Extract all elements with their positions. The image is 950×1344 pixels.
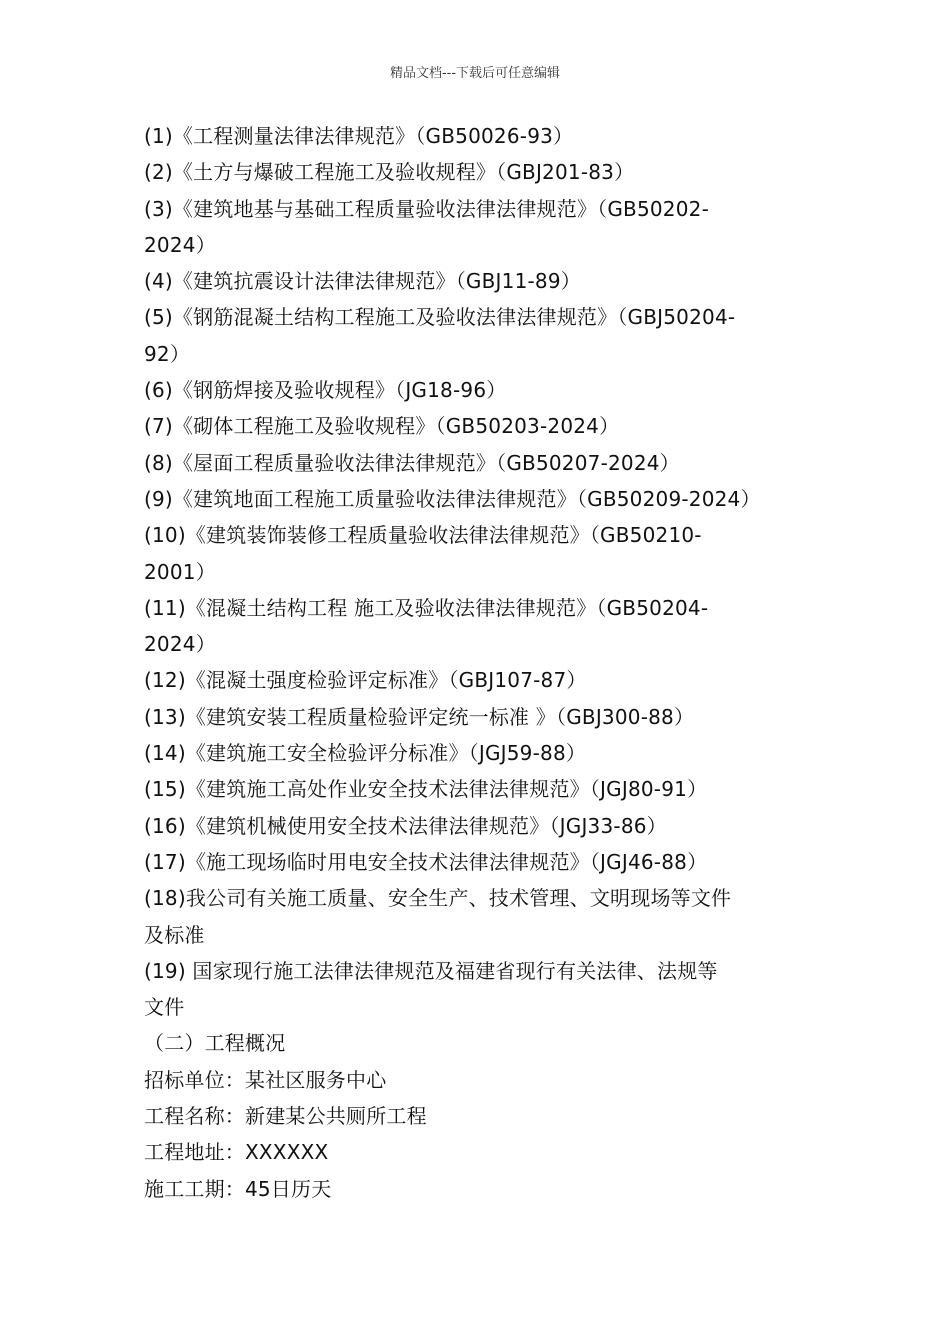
text-line: 工程名称：新建某公共厕所工程 [144, 1104, 427, 1129]
text-line: (4)《建筑抗震设计法律法律规范》（GBJ11-89） [144, 269, 581, 294]
text-line: (7)《砌体工程施工及验收规程》（GB50203-2024） [144, 414, 620, 439]
text-line: (13)《建筑安装工程质量检验评定统一标准 》（GBJ300-88） [144, 704, 695, 729]
document-body [144, 118, 804, 1207]
text-line: 2024） [144, 232, 216, 257]
text-line: (17)《施工现场临时用电安全技术法律法律规范》（JGJ46-88） [144, 849, 708, 874]
text-line: 2024） [144, 632, 216, 657]
text-line: 工程地址：XXXXXX [144, 1140, 329, 1165]
section-heading: （二）工程概况 [144, 1031, 286, 1056]
text-line: 92） [144, 341, 191, 366]
text-line: (14)《建筑施工安全检验评分标准》（JGJ59-88） [144, 741, 587, 766]
text-line: 招标单位：某社区服务中心 [144, 1067, 387, 1092]
text-line: (5)《钢筋混凝土结构工程施工及验收法律法律规范》（GBJ50204- [144, 305, 736, 330]
text-line: 文件 [144, 995, 185, 1020]
text-line: 2001） [144, 559, 216, 584]
text-line: (8)《屋面工程质量验收法律法律规范》（GB50207-2024） [144, 450, 680, 475]
text-line: (1)《工程测量法律法律规范》（GB50026-93） [144, 124, 574, 148]
page-header: 精品文档---下载后可任意编辑 [389, 66, 561, 81]
text-line: (10)《建筑装饰装修工程质量验收法律法律规范》（GB50210- [144, 523, 702, 548]
text-line: (2)《土方与爆破工程施工及验收规程》（GBJ201-83） [144, 160, 635, 185]
text-line: (18)我公司有关施工质量、安全生产、技术管理、文明现场等文件 [144, 886, 732, 911]
text-line: 施工工期：45日历天 [144, 1176, 332, 1201]
text-line: 及标准 [144, 922, 205, 947]
text-line: (6)《钢筋焊接及验收规程》（JG18-96） [144, 378, 507, 403]
text-line: (11)《混凝土结构工程 施工及验收法律法律规范》（GB50204- [144, 595, 709, 620]
text-line: (9)《建筑地面工程施工质量验收法律法律规范》（GB50209-2024） [144, 486, 761, 511]
text-line: (15)《建筑施工高处作业安全技术法律法律规范》（JGJ80-91） [144, 777, 708, 802]
text-line: (12)《混凝土强度检验评定标准》（GBJ107-87） [144, 668, 587, 693]
text-line: (19) 国家现行施工法律法律规范及福建省现行有关法律、法规等 [144, 958, 718, 983]
text-line: (3)《建筑地基与基础工程质量验收法律法律规范》（GB50202- [144, 196, 709, 221]
text-line: (16)《建筑机械使用安全技术法律法律规范》（JGJ33-86） [144, 813, 667, 838]
